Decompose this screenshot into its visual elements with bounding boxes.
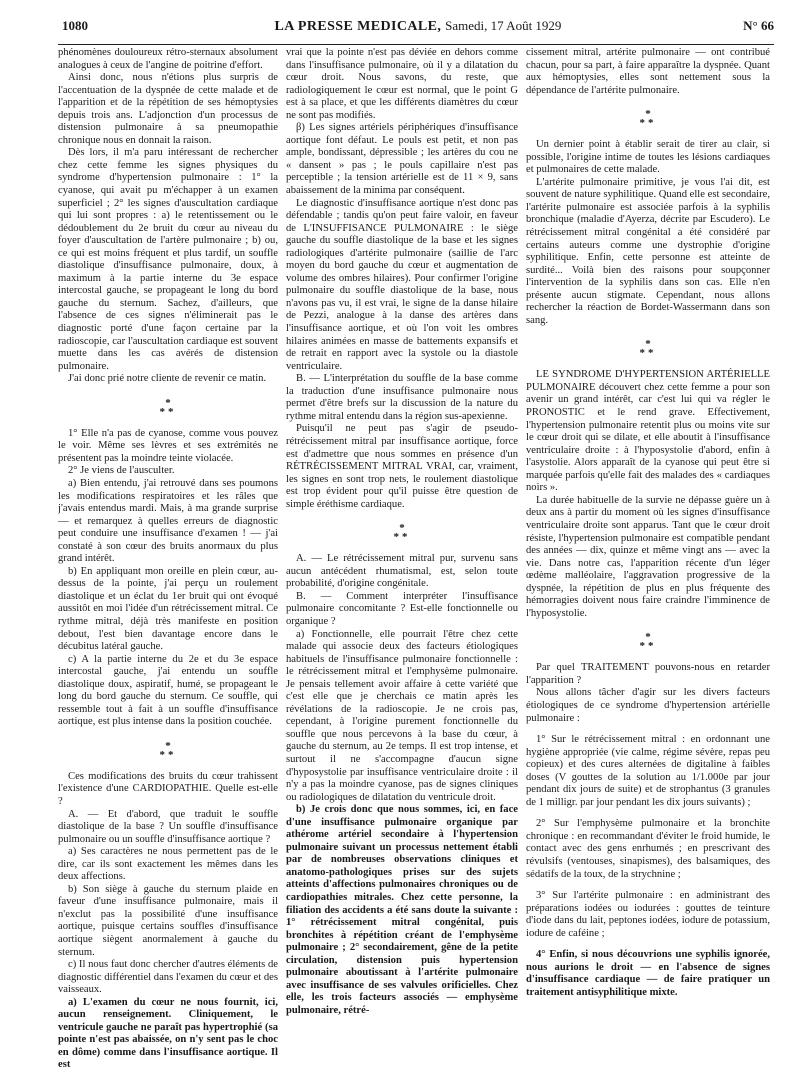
- section-separator: * **: [393, 522, 411, 544]
- paragraph: Ainsi donc, nous n'étions plus surpris de l'accentuation de la dyspnée de cette malade et de l'apparition et de la répétition de ses hémoptysies depuis trois ans. L'adjonction d'un processus de distension pulmonaire à sa pneumopathie chronique nous en donnait la raison.: [58, 72, 278, 146]
- paragraph: a) L'examen du cœur ne nous fournit, ici, aucun renseignement. Cliniquement, le ventricule gauche ne paraît pas hypertrophié (sa pointe n'est pas abaissée, on n'y sent pas le choc en dôme) comme dans l'insuffisance aortique. Il est: [58, 996, 278, 1071]
- paragraph: phénomènes douloureux rétro-sternaux absolument analogues à ceux de l'angine de poitrine d'effort.: [58, 47, 278, 71]
- paragraph: A. — Et d'abord, que traduit le souffle diastolique de la base ? Un souffle d'insuffisance pulmonaire ou un souffle d'insuffisance aortique ?: [58, 808, 278, 845]
- paragraph: a) Bien entendu, j'ai retrouvé dans ses poumons les modifications respiratoires et les râles que j'avais entendus mardi. Mais, à ma grande surprise — et remarquez à quelles erreurs de diagnostic peut conduire une insuffisance d'examen ! — j'ai constaté à son cœur des bruits anormaux du plus grand intérêt.: [58, 477, 278, 565]
- treatment-item: 4° Enfin, si nous découvrions une syphilis ignorée, nous aurions le droit — en l'absence de signes d'insuffisance cardiaque — de faire pratiquer un traitement antisyphilitique mixte.: [526, 949, 770, 998]
- paragraph: c) A la partie interne du 2e et du 3e espace intercostal gauche, j'ai entendu un souffle diastolique doux, aspiratif, humé, se propageant le long du bord gauche du sternum. Ce souffle, qui ressemble tout à fait à un souffle d'insuffisance aortique, est plus intense dans la position couchée.: [58, 653, 278, 728]
- column-1: [58, 47, 278, 1077]
- treatment-item: 1° Sur le rétrécissement mitral : en ordonnant une hygiène appropriée (vie calme, régime sévère, repas peu copieux) et des cures alternées de digitaline à faibles doses (V gouttes de la solution au 1/1.000e par jour pendant dix jours de suite) et de strophantus (3 granules de 1 milligr. par jour pendant les dix jours suivants) ;: [526, 734, 770, 808]
- paragraph: b) Son siège à gauche du sternum plaide en faveur d'une insuffisance pulmonaire, mais il n'exclut pas la possibilité d'une insuffisance aortique, puisque certains souffles d'insuffisance aortique siègent anormalement à gauche du sternum.: [58, 883, 278, 958]
- page-number: 1080: [62, 18, 88, 33]
- paragraph: B. — L'interprétation du souffle de la base comme la traduction d'une insuffisance pulmonaire nous permet d'être brefs sur la discussion de la nature du rythme mitral entendu dans la région sus-apexienne.: [286, 373, 518, 422]
- section-separator: * **: [159, 739, 177, 761]
- paragraph: A. — Le rétrécissement mitral pur, survenu sans aucun antécédent rhumatismal, est, selon toute probabilité, d'origine congénitale.: [286, 553, 518, 590]
- section-separator: * **: [639, 631, 657, 653]
- paragraph: Puisqu'il ne peut pas s'agir de pseudo-rétrécissement mitral par insuffisance aortique, force est d'admettre que nous sommes en présence d'un RÉTRÉCISSEMENT MITRAL VRAI, car, vraiment, les signes en sont trop nets, le roulement diastolique est trop évident pour qu'il puisse être question de simple éréthisme cardiaque.: [286, 423, 518, 510]
- paragraph: a) Fonctionnelle, elle pourrait l'être chez cette malade qui associe deux des facteurs étiologiques habituels de l'insuffisance pulmonaire fonctionnelle : le rétrécissement mitral et l'emphysème pulmonaire. Je pensais tellement avoir affaire à cette variété que c'est elle que je cherchais ce matin après les révélations de la radioscopie. Je ne crois pas, cependant, à l'origine purement fonctionnelle du souffle que nous percevons à la base du cœur, à gauche du sternum, au 2e temps. Il est trop intense, et surtout il ne s'accompagne d'aucun signe d'hyposystolie par insuffisance ventriculaire droite : il n'y a pas la moindre cyanose, pas de signes cliniques ou radiologiques de dilatation du ventricule droit.: [286, 628, 518, 803]
- column-3: [526, 47, 770, 1077]
- section-separator: * **: [639, 108, 657, 130]
- issue-number: N° 66: [743, 18, 774, 33]
- paragraph: LE SYNDROME D'HYPERTENSION ARTÉRIELLE PULMONAIRE découvert chez cette femme a pour son avenir un grand intérêt, car c'est lui qui va régler le PRONOSTIC et le rend grave. Effectivement, l'hypertension pulmonaire retentit plus ou moins vite sur le cœur droit qui se dilate, et elle aboutit à l'insuffisance ventriculaire droite : à l'hyposystolie d'abord, enfin à l'asystolie. Alors apparaît de la cyanose qui peut être si marquée parfois qu'elle fait des malades des « cardiaques noirs ».: [526, 369, 770, 494]
- paragraph: 1° Elle n'a pas de cyanose, comme vous pouvez le voir. Même ses lèvres et ses extrémités ne présentent pas la moindre teinte violacée.: [58, 427, 278, 464]
- paragraph: vrai que la pointe n'est pas déviée en dehors comme dans l'insuffisance pulmonaire, où il y a dilatation du cœur droit. Nous savons, du reste, que radiologiquement le cœur est normal, que le point G est à sa place, et que les différents diamètres du cœur ne sont pas modifiés.: [286, 47, 518, 121]
- paragraph: Par quel TRAITEMENT pouvons-nous en retarder l'apparition ?: [526, 662, 770, 686]
- journal-title-line: [62, 18, 774, 35]
- paragraph: b) En appliquant mon oreille en plein cœur, au-dessus de la pointe, j'ai perçu un roulement diastolique et un éclat du 1er bruit qui ont évoqué aussitôt en moi l'idée d'un rétrécissement mitral. Ce rythme mitral, déjà très manifeste en position debout, l'est bien davantage encore dans le décubitus latéral gauche.: [58, 565, 278, 653]
- paragraph: cissement mitral, artérite pulmonaire — ont contribué chacun, pour sa part, à faire apparaître la dyspnée. Quant aux hémoptysies, elles sont nettement sous la dépendance de l'artérite pulmonaire.: [526, 47, 770, 96]
- treatment-item: 3° Sur l'artérite pulmonaire : en administrant des préparations iodées ou iodurées : gouttes de teinture d'iode dans du lait, peptones iodées, iodure de potassium, iodure de caféine ;: [526, 890, 770, 939]
- paragraph: 2° Je viens de l'ausculter.: [68, 465, 175, 477]
- paragraph: Ces modifications des bruits du cœur trahissent l'existence d'une CARDIOPATHIE. Quelle est-elle ?: [58, 770, 278, 807]
- paragraph: La durée habituelle de la survie ne dépasse guère un à deux ans à partir du moment où les signes d'insuffisance ventriculaire droite sont apparus. Tant que le cœur droit résiste, l'hypertension pulmonaire est compatible pendant des années — dix, quinze et même vingt ans — avec la vie. Dans notre cas, l'apparition récente d'un léger œdème malléolaire, l'aggravation progressive de la dyspnée, la répétition de plus en plus fréquente des hémorragies doivent nous faire craindre l'imminence de l'hyposystolie.: [526, 494, 770, 619]
- paragraph: c) Il nous faut donc chercher d'autres éléments de diagnostic différentiel dans l'examen du cœur et des vaisseaux.: [58, 959, 278, 996]
- journal-title: LA PRESSE MEDICALE,: [274, 19, 442, 34]
- section-separator: * **: [639, 338, 657, 360]
- treatment-item: 2° Sur l'emphysème pulmonaire et la bronchite chronique : en recommandant d'éviter le froid humide, le contact avec des gens enrhumés ; en prescrivant des révulsifs (ventouses, sinapismes), des balsamiques, des sédatifs de la toux, de la strychnine ;: [526, 818, 770, 880]
- running-header: [62, 18, 774, 42]
- paragraph: Dès lors, il m'a paru intéressant de rechercher chez cette femme les signes physiques du syndrome d'hypertension pulmonaire : 1° la cyanose, qui avait pu m'échapper à un examen superficiel ; 2° les signes d'auscultation cardiaque qui lui sont propres : a) le retentissement ou le dédoublement du 2e bruit du cœur au niveau du foyer d'auscultation de l'artère pulmonaire ; b) ou, ce qui est moins fréquent et plus tardif, un souffle diastolique d'insuffisance pulmonaire, doux, à maximum à la partie interne du 3e espace intercostal gauche, se propageant le long du bord gauche du sternum. Sachez, d'ailleurs, que l'absence de ces signes n'éliminerait pas le diagnostic porté d'une façon certaine par la radioscopie, car l'auscultation cardiaque est souvent muette dans les cas avérés de distension pulmonaire.: [58, 147, 278, 372]
- paragraph: β) Les signes artériels périphériques d'insuffisance aortique font défaut. Le pouls est petit, et non pas ample, bondissant, dépressible ; les artères du cou ne « dansent » pas ; le pouls capillaire n'est pas perceptible ; la tension artérielle est de 11 × 9, sans abaissement de la minima par conséquent.: [286, 122, 518, 197]
- header-rule: [58, 44, 774, 45]
- paragraph: Le diagnostic d'insuffisance aortique n'est donc pas défendable ; tandis qu'on peut faire valoir, en faveur de L'INSUFFISANCE PULMONAIRE : le siège gauche du souffle diastolique de la base et les signes radiologiques d'artérite pulmonaire (saillie de l'arc moyen du bord gauche du cœur et augmentation de volume des ombres hilaires). Pour confirmer l'origine pulmonaire du souffle diastolique de la base, nous n'avons pas vu, il est vrai, le signe de la danse hilaire de Pezzi, analogue à la danse des artères dans l'insuffisance aortique, et où l'on voit les ombres hilaires animées en masse de battements expansifs et de retrait en rapport avec la systole ou la diastole ventriculaire.: [286, 197, 518, 372]
- paragraph: L'artérite pulmonaire primitive, je vous l'ai dit, est souvent de nature syphilitique. Quand elle est secondaire, l'artérite pulmonaire est associée parfois à la syphilis bronchique (maladie d'Ayerza, décrite par Escudero). Le rétrécissement mitral congénital a été considéré par certains auteurs comme une dystrophie d'origine syphilitique. Enfin, cette personne est atteinte de surdité... Voilà bien des raisons pour soupçonner l'intervention de la syphilis dans son cas. Elle n'en présente aucun stigmate. Cependant, nous allons rechercher la réaction de Bordet-Wassermann dans son sang.: [526, 176, 770, 326]
- paragraph: B. — Comment interpréter l'insuffisance pulmonaire concomitante ? Est-elle fonctionnelle ou organique ?: [286, 590, 518, 627]
- paragraph: Nous allons tâcher d'agir sur les divers facteurs étiologiques de ce syndrome d'hypertension artérielle pulmonaire :: [526, 687, 770, 724]
- column-2: [286, 47, 518, 1077]
- section-separator: * **: [159, 396, 177, 418]
- paragraph: b) Je crois donc que nous sommes, ici, en face d'une insuffisance pulmonaire organique par athérome artériel secondaire à l'hypertension pulmonaire suivant un processus nettement établi par de nombreuses observations cliniques et anatomo-pathologiques prises sur des sujets atteints d'affections pulmonaires chroniques ou de cardiopathies mitrales. Chez cette personne, la filiation des accidents a été sans doute la suivante : 1° rétrécissement mitral congénital, puis bronchites à répétition créant de l'emphysème pulmonaire ; 2° secondairement, gêne de la petite circulation, distension puis hypertension pulmonaire aboutissant à l'artérite pulmonaire avec insuffisance de ses valvules orificielles. Chez elle, les trois facteurs associés — emphysème pulmonaire, rétré-: [286, 804, 518, 1016]
- paragraph: Un dernier point à établir serait de tirer au clair, si possible, l'origine intime de toutes les lésions cardiaques et pulmonaires de cette malade.: [526, 139, 770, 176]
- paragraph: a) Ses caractères ne nous permettent pas de le dire, car ils sont exactement les mêmes dans les deux affections.: [58, 846, 278, 883]
- issue-date: Samedi, 17 Août 1929: [445, 18, 562, 33]
- paragraph: J'ai donc prié notre cliente de revenir ce matin.: [68, 373, 267, 385]
